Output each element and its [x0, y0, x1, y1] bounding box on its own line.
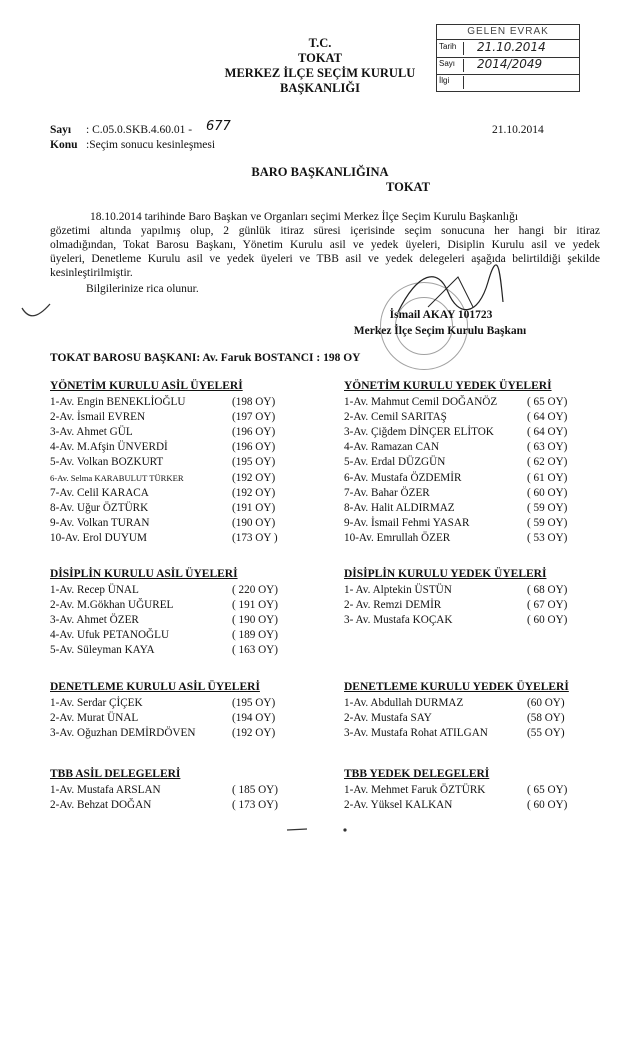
- member-votes: (198 OY): [232, 396, 276, 408]
- member-name: 9-Av. Volkan TURAN: [50, 516, 150, 529]
- stamp-date-label: Tarih: [439, 42, 464, 55]
- member-name: 2-Av. Behzat DOĞAN: [50, 799, 152, 812]
- member-votes: (195 OY): [232, 456, 276, 469]
- member-votes: ( 191 OY): [232, 599, 278, 612]
- stray-marks: [285, 822, 355, 836]
- member-name: 1-Av. Mustafa ARSLAN: [50, 784, 161, 796]
- member-name: 2-Av. M.Gökhan UĞUREL: [50, 599, 174, 612]
- member-votes: ( 190 OY): [232, 614, 278, 627]
- member-name: 4-Av. Ramazan CAN: [344, 441, 440, 454]
- member-votes: ( 189 OY): [232, 629, 278, 642]
- member-name: 1-Av. Serdar ÇİÇEK: [50, 697, 143, 709]
- member-name: 7-Av. Celil KARACA: [50, 486, 149, 499]
- addressee-line1: BARO BAŞKANLIĞINA: [251, 165, 389, 179]
- member-votes: ( 68 OY): [527, 584, 568, 596]
- body-line-4: üyeleri, Denetleme Kurulu asil ve yedek üyeleri ve TBB asil ve yedek delegeleri aşağıda belirtildiği şekilde: [50, 253, 600, 265]
- member-votes: ( 61 OY): [527, 471, 568, 484]
- member-votes: (192 OY): [232, 486, 276, 499]
- member-votes: ( 63 OY): [527, 441, 568, 454]
- member-votes: ( 65 OY): [527, 396, 568, 408]
- addressee-line2: TOKAT: [386, 180, 430, 194]
- member-name: 6-Av. Mustafa ÖZDEMİR: [344, 471, 462, 484]
- section-title-denetleme-asil: DENETLEME KURULU ASİL ÜYELERİ: [50, 681, 260, 693]
- signatory-title: Merkez İlçe Seçim Kurulu Başkanı: [353, 325, 527, 337]
- stamp-date-value: 21.10.2014: [477, 40, 546, 54]
- member-votes: ( 64 OY): [527, 426, 568, 439]
- member-votes: (196 OY): [232, 441, 276, 454]
- member-votes: (197 OY): [232, 411, 276, 424]
- member-votes: ( 59 OY): [527, 501, 568, 514]
- header-tc: T.C.: [308, 36, 332, 50]
- member-name: 1-Av. Mahmut Cemil DOĞANÖZ: [344, 396, 498, 408]
- member-name: [50, 472, 184, 485]
- member-name: 2- Av. Remzi DEMİR: [344, 599, 442, 612]
- member-name: 5-Av. Volkan BOZKURT: [50, 456, 164, 469]
- signatory-name: İsmail AKAY 101723: [389, 309, 493, 321]
- member-name: 4-Av. M.Afşin ÜNVERDİ: [50, 441, 168, 454]
- member-name: 3-Av. Çiğdem DİNÇER ELİTOK: [344, 426, 494, 439]
- member-votes: ( 173 OY): [232, 799, 278, 812]
- member-name: 4-Av. Ufuk PETANOĞLU: [50, 629, 170, 642]
- section-title-denetleme-yedek: DENETLEME KURULU YEDEK ÜYELERİ: [344, 681, 569, 693]
- stamp-number-label: Sayı: [439, 59, 464, 72]
- member-votes: ( 60 OY): [527, 799, 568, 812]
- stamp-number-value: 2014/2049: [477, 57, 543, 71]
- member-votes: ( 60 OY): [527, 486, 568, 499]
- member-name: 2-Av. Mustafa SAY: [344, 712, 432, 725]
- member-votes: (60 OY): [527, 697, 565, 709]
- member-name: 9-Av. İsmail Fehmi YASAR: [344, 516, 470, 529]
- body-line-1: 18.10.2014 tarihinde Baro Başkan ve Organları seçimi Merkez İlçe Seçim Kurulu Başkanlığı: [90, 211, 519, 223]
- member-votes: (173 OY ): [232, 531, 278, 544]
- member-name: 2-Av. Yüksel KALKAN: [344, 799, 453, 812]
- member-name: 10-Av. Erol DUYUM: [50, 531, 147, 544]
- member-name: 7-Av. Bahar ÖZER: [344, 486, 430, 499]
- member-name: 10-Av. Emrullah ÖZER: [344, 531, 451, 544]
- member-votes: ( 53 OY): [527, 531, 568, 544]
- header-office: BAŞKANLIĞI: [280, 81, 360, 95]
- member-votes: ( 64 OY): [527, 411, 568, 424]
- sayi-label: Sayı: [50, 124, 72, 136]
- sayi-value: : C.05.0.SKB.4.60.01 -: [86, 124, 193, 136]
- member-votes: ( 67 OY): [527, 599, 568, 612]
- member-name-prefix: 6-Av.: [50, 472, 71, 483]
- member-name: 1-Av. Recep ÜNAL: [50, 584, 139, 596]
- member-votes: ( 59 OY): [527, 516, 568, 529]
- member-votes: ( 60 OY): [527, 614, 568, 627]
- section-title-disiplin-asil: DİSİPLİN KURULU ASİL ÜYELERİ: [50, 568, 238, 580]
- konu-value: :Seçim sonucu kesinleşmesi: [86, 139, 216, 151]
- stamp-related-label: İlgi: [439, 76, 464, 89]
- member-votes: (195 OY): [232, 697, 276, 709]
- member-name: 1- Av. Alptekin ÜSTÜN: [344, 584, 452, 596]
- member-name: 2-Av. Cemil SARITAŞ: [344, 411, 447, 424]
- member-votes: ( 220 OY): [232, 584, 278, 596]
- member-votes: (196 OY): [232, 426, 276, 439]
- margin-check-mark: [20, 300, 60, 324]
- member-votes: (191 OY): [232, 501, 276, 514]
- member-name: 1-Av. Engin BENEKLİOĞLU: [50, 396, 186, 408]
- section-title-tbb-asil: TBB ASİL DELEGELERİ: [50, 768, 181, 780]
- member-votes: (58 OY): [527, 712, 565, 725]
- member-name: 1-Av. Abdullah DURMAZ: [344, 697, 464, 709]
- member-name: 8-Av. Uğur ÖZTÜRK: [50, 501, 149, 514]
- member-name: 5-Av. Süleyman KAYA: [50, 644, 155, 657]
- header-institution: MERKEZ İLÇE SEÇİM KURULU: [224, 66, 416, 80]
- member-votes: ( 185 OY): [232, 784, 278, 796]
- section-title-tbb-yedek: TBB YEDEK DELEGELERİ: [344, 768, 490, 780]
- member-votes: (190 OY): [232, 516, 276, 529]
- member-votes: (194 OY): [232, 712, 276, 725]
- member-name: 1-Av. Mehmet Faruk ÖZTÜRK: [344, 784, 486, 796]
- member-votes: (55 OY): [527, 727, 565, 740]
- header-city: TOKAT: [298, 51, 342, 65]
- member-name: 3-Av. Oğuzhan DEMİRDÖVEN: [50, 727, 196, 740]
- sayi-handwritten: 677: [206, 119, 231, 134]
- member-name: 3-Av. Ahmet GÜL: [50, 426, 133, 439]
- member-name: 2-Av. Murat ÜNAL: [50, 712, 139, 725]
- member-votes: ( 163 OY): [232, 644, 278, 657]
- incoming-stamp: [436, 24, 580, 92]
- member-name: 2-Av. İsmail EVREN: [50, 411, 146, 424]
- body-line-2: gözetimi altında yapılmış olup, 2 günlük itiraz süresi içerisinde seçim sonucuna her hangi bir itiraz: [50, 225, 600, 237]
- bar-president: TOKAT BAROSU BAŞKANI: Av. Faruk BOSTANCI : 198 OY: [50, 352, 361, 364]
- konu-label: Konu: [50, 139, 78, 151]
- section-title-yonetim-asil: YÖNETİM KURULU ASİL ÜYELERİ: [50, 380, 243, 392]
- member-name: 3-Av. Ahmet ÖZER: [50, 614, 139, 627]
- member-name: 8-Av. Halit ALDIRMAZ: [344, 501, 455, 514]
- member-name: 5-Av. Erdal DÜZGÜN: [344, 456, 446, 469]
- member-name: 3-Av. Mustafa Rohat ATILGAN: [344, 727, 488, 740]
- stamp-title: GELEN EVRAK: [437, 25, 579, 40]
- body-line-5: kesinleştirilmiştir.: [50, 267, 133, 279]
- member-votes: (192 OY): [232, 471, 276, 484]
- body-line-3: olmadığından, Tokat Barosu Başkanı, Yönetim Kurulu asil ve yedek üyeleri, Disiplin Kurulu asil ve yedek: [50, 239, 600, 251]
- section-title-yonetim-yedek: YÖNETİM KURULU YEDEK ÜYELERİ: [344, 380, 552, 392]
- section-title-disiplin-yedek: DİSİPLİN KURULU YEDEK ÜYELERİ: [344, 568, 547, 580]
- member-name: 3- Av. Mustafa KOÇAK: [344, 614, 453, 627]
- member-votes: ( 65 OY): [527, 784, 568, 796]
- closing-text: Bilgilerinize rica olunur.: [86, 283, 199, 295]
- member-votes: (192 OY): [232, 727, 276, 740]
- member-name-rest: Selma KARABULUT TÜRKER: [70, 472, 184, 483]
- member-votes: ( 62 OY): [527, 456, 568, 469]
- document-date: 21.10.2014: [492, 124, 544, 136]
